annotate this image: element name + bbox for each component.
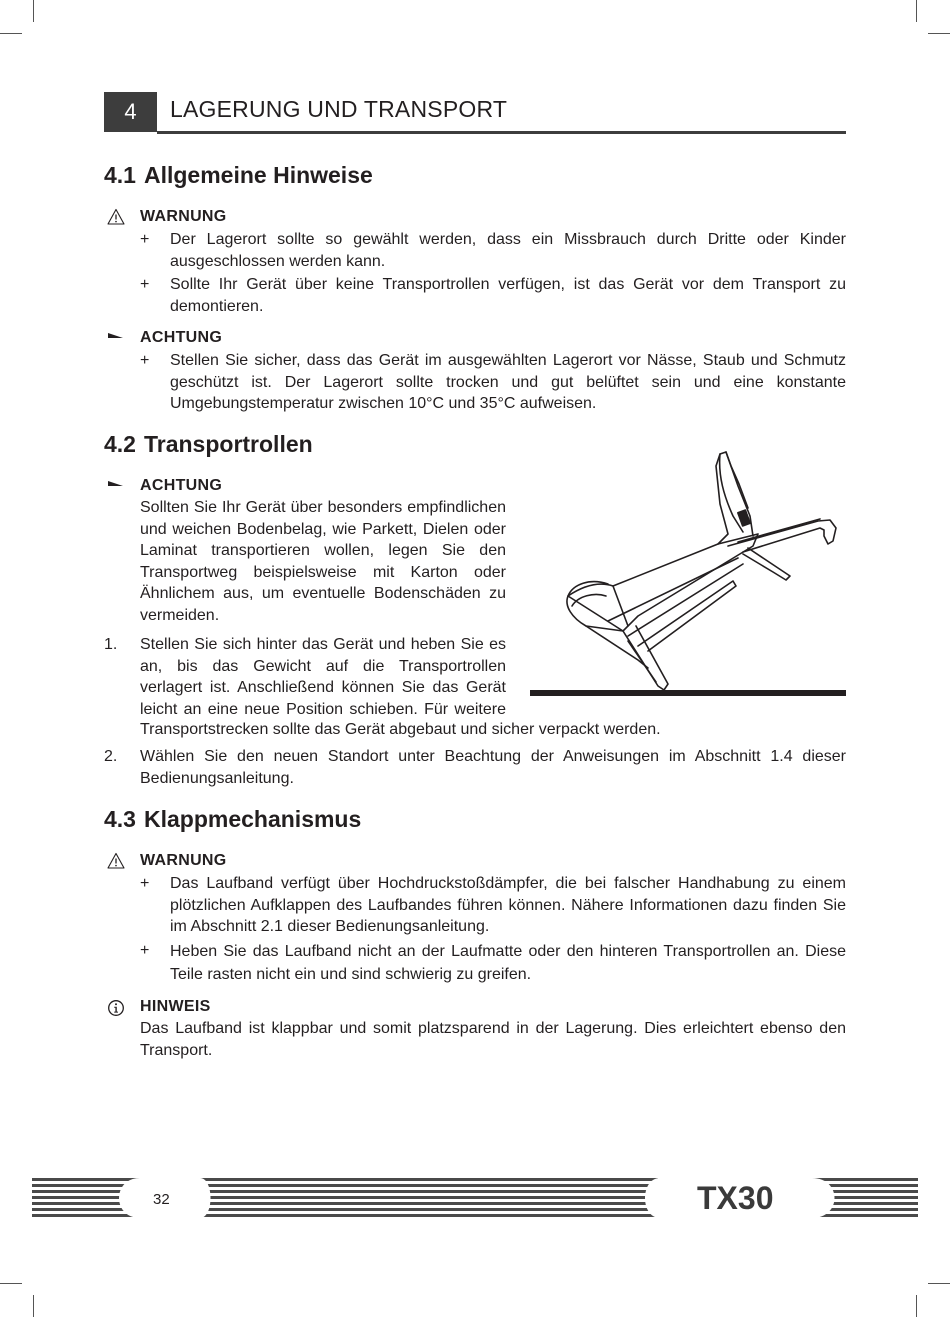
section-title: Allgemeine Hinweise <box>143 162 373 188</box>
warning-triangle-icon <box>107 852 125 870</box>
warning-item: Der Lagerort sollte so gewählt werden, dass ein Missbrauch durch Dritte oder Kinder ausgeschlossen werden kann. <box>170 231 846 270</box>
section-number: 4.3 <box>104 806 136 832</box>
warning-item: Das Laufband verfügt über Hochdruckstoßdämpfer, die bei falscher Handhabung zu einem plötzlichen Aufklappen des Laufbandes führen können. Nähere Informationen dazu finden Sie im Abschnitt 2.1 dieser Bedienungsanleitung. <box>170 875 846 935</box>
warning-label: WARNUNG <box>140 852 227 869</box>
crop-mark <box>0 33 22 34</box>
brand-logo: TX30 <box>697 1180 774 1216</box>
crop-mark <box>916 0 917 22</box>
arrow-flag-icon <box>107 477 125 495</box>
section-heading-4-3 <box>104 806 361 833</box>
section-title: Transportrollen <box>143 431 313 457</box>
treadmill-folded-illustration <box>528 446 848 698</box>
floor-line <box>530 690 846 696</box>
arrow-flag-icon <box>107 329 125 347</box>
step-text: Wählen Sie den neuen Standort unter Beachtung der Anweisungen im Abschnitt 1.4 dieser Bedienungsanleitung. <box>140 748 846 787</box>
crop-mark <box>0 1283 22 1284</box>
section-heading-4-2 <box>104 431 313 458</box>
chapter-number: 4 <box>104 92 157 132</box>
warning-item: Heben Sie das Laufband nicht an der Laufmatte oder den hinteren Transportrollen an. Diese Teile rasten nicht ein und sind schwierig zu greifen. <box>170 943 846 983</box>
chapter-rule <box>157 131 846 134</box>
chapter-title: LAGERUNG UND TRANSPORT <box>170 96 508 122</box>
section-heading-4-1 <box>104 162 373 189</box>
caution-label: ACHTUNG <box>140 329 223 346</box>
warning-label: WARNUNG <box>140 208 227 225</box>
caution-label: ACHTUNG <box>140 477 223 494</box>
section-number: 4.2 <box>104 431 136 457</box>
bullet-marker: + <box>140 276 150 293</box>
warning-item: Sollte Ihr Gerät über keine Transportrollen verfügen, ist das Gerät vor dem Transport zu demontieren. <box>170 276 846 315</box>
crop-mark <box>33 1295 34 1317</box>
note-text: Das Laufband ist klappbar und somit platzsparend in der Lagerung. Dies erleichtert ebenso den Transport. <box>140 1020 846 1059</box>
crop-mark <box>928 1283 950 1284</box>
bullet-marker: + <box>140 231 150 248</box>
footer-stripes <box>0 1172 950 1224</box>
section-title: Klappmechanismus <box>143 806 362 832</box>
bullet-marker: + <box>140 875 150 892</box>
note-label: HINWEIS <box>140 998 211 1015</box>
crop-mark <box>33 0 34 22</box>
step-text-continued: Transportstrecken sollte das Gerät abgebaut und sicher verpackt werden. <box>140 721 661 738</box>
step-text: Stellen Sie sich hinter das Gerät und heben Sie es an, bis das Gewicht auf die Transportrollen verlagert ist. Anschließend können Sie das Gerät leicht an eine neue Position schieben. Für weitere <box>140 636 506 718</box>
warning-triangle-icon <box>107 208 125 226</box>
step-number: 2. <box>104 748 118 765</box>
bullet-marker: + <box>140 352 150 369</box>
info-circle-icon <box>107 999 125 1017</box>
crop-mark <box>928 33 950 34</box>
section-number: 4.1 <box>104 162 136 188</box>
page-number: 32 <box>153 1191 170 1208</box>
caution-text: Sollten Sie Ihr Gerät über besonders empfindlichen und weichen Bodenbelag, wie Parkett, Dielen oder Laminat transportieren wollen, legen Sie den Transportweg beispielsweise mit Karton oder Ähnlichem aus, um eventuelle Bodenschäden zu vermeiden. <box>140 499 506 624</box>
caution-item: Stellen Sie sicher, dass das Gerät im ausgewählten Lagerort vor Nässe, Staub und Schmutz geschützt ist. Der Lagerort sollte trocken und gut belüftet sein und eine konstante Umgebungstemperatur zwischen 10°C und 35°C aufweisen. <box>170 352 846 412</box>
crop-mark <box>916 1295 917 1317</box>
step-number: 1. <box>104 636 118 653</box>
bullet-marker: + <box>140 942 150 959</box>
